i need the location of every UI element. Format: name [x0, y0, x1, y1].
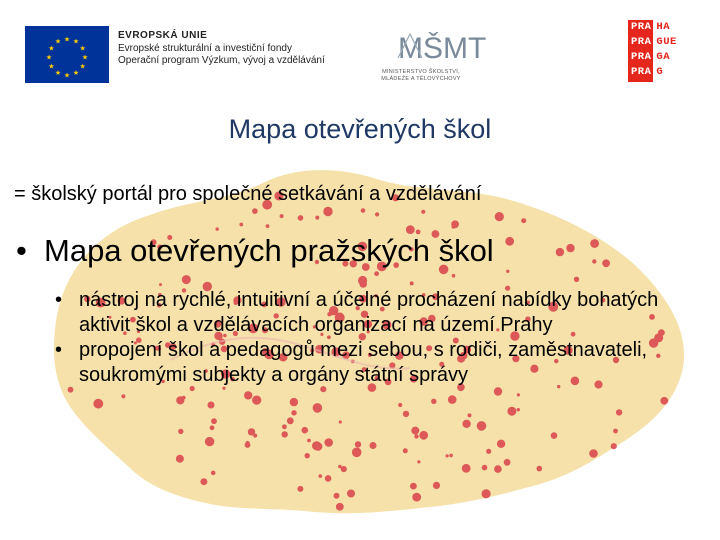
school-dot	[449, 454, 453, 458]
school-dot	[290, 398, 298, 406]
school-dot	[178, 429, 183, 434]
school-dot	[347, 490, 355, 498]
school-dot	[446, 454, 449, 457]
school-dot	[551, 432, 558, 439]
eu-star-icon: ★	[54, 38, 62, 46]
eu-logo-line3: Operační program Výzkum, vývoj a vzdělávání	[118, 55, 325, 66]
school-dot	[313, 403, 323, 413]
sub-bullet-list	[55, 288, 695, 388]
school-dot	[248, 428, 255, 435]
eu-star-icon: ★	[79, 45, 86, 53]
school-dot	[433, 482, 440, 489]
school-dot	[282, 424, 287, 429]
praha-logo-row: PRA HA	[631, 21, 671, 33]
school-dot	[660, 397, 668, 405]
eu-logo-line2: Evropské strukturální a investiční fondy	[118, 42, 292, 54]
school-dot	[252, 208, 258, 214]
school-dot	[486, 449, 491, 454]
school-dot	[482, 489, 491, 498]
school-dot	[410, 483, 417, 490]
school-dot	[298, 215, 304, 221]
eu-logo-text	[118, 30, 358, 68]
school-dot	[452, 274, 456, 278]
school-dot	[411, 427, 419, 435]
school-dot	[200, 478, 207, 485]
school-dot	[252, 396, 261, 405]
school-dot	[211, 418, 217, 424]
school-dot	[315, 216, 319, 220]
school-dot	[521, 218, 526, 223]
bullet-dot: •	[55, 289, 63, 311]
school-dot	[506, 270, 509, 273]
school-dot	[463, 468, 467, 472]
school-dot	[589, 449, 598, 458]
school-dot	[334, 493, 340, 499]
school-dot	[182, 396, 186, 400]
school-dot	[325, 475, 332, 482]
school-dot	[477, 421, 487, 431]
msmt-logo-line2: MLÁDEŽE A TĚLOVÝCHOVY	[381, 75, 461, 82]
school-dot	[297, 486, 303, 492]
school-dot	[374, 271, 379, 276]
school-dot	[208, 402, 215, 409]
msmt-logo-mark: MŠMT	[398, 32, 487, 65]
eu-star-icon: ★	[48, 45, 55, 53]
school-dot	[307, 439, 311, 443]
school-dot	[504, 459, 511, 466]
school-dot	[421, 210, 425, 214]
school-dot	[451, 220, 459, 228]
school-dot	[176, 455, 184, 463]
school-dot	[245, 442, 251, 448]
eu-star-icon: ★	[72, 69, 80, 77]
eu-star-icon: ★	[45, 54, 53, 62]
school-dot	[613, 429, 618, 434]
school-dot	[287, 417, 294, 424]
school-dot	[361, 208, 366, 213]
school-dot	[616, 409, 622, 415]
slide-title: Mapa otevřených škol	[228, 114, 492, 144]
eu-star-icon: ★	[48, 63, 55, 71]
slide-subtitle: = školský portál pro společné setkávání a vzdělávání	[14, 183, 482, 205]
school-dot	[355, 441, 361, 447]
school-dot	[417, 460, 420, 463]
school-dot	[507, 407, 516, 416]
sub-bullet	[55, 338, 695, 388]
eu-star-icon: ★	[79, 63, 86, 71]
school-dot	[182, 275, 191, 284]
school-dot	[339, 420, 342, 423]
bullet-dot: •	[16, 233, 27, 268]
school-dot	[494, 465, 502, 473]
school-dot	[495, 212, 504, 221]
sub-bullet-text: nástroj na rychlé, intuitivní a účelné procházení nabídky bohatých aktivit škol a vzdělávacích organizací na území Prahy	[79, 289, 659, 336]
school-dot	[336, 503, 344, 511]
school-dot	[266, 224, 270, 228]
school-dot	[305, 453, 310, 458]
school-dot	[358, 276, 367, 285]
school-dot	[210, 425, 215, 430]
school-dot	[414, 434, 418, 438]
eu-star-icon: ★	[63, 72, 71, 80]
school-dot	[121, 394, 125, 398]
school-dot	[159, 283, 162, 286]
bullet-dot: •	[55, 339, 63, 361]
eu-star-icon: ★	[81, 54, 89, 62]
sub-bullet	[55, 288, 695, 338]
eu-star-icon: ★	[63, 36, 71, 44]
eu-logo-line1: EVROPSKÁ UNIE	[118, 30, 208, 41]
school-dot	[517, 408, 520, 411]
sub-bullet-text: propojení škol a pedagogů mezi sebou, s rodiči, zaměstnavateli, soukromými subjekty a orgány státní správy	[79, 339, 648, 386]
school-dot	[312, 441, 321, 450]
school-dot	[282, 431, 288, 437]
praha-logo-row: PRA G	[631, 66, 664, 78]
school-dot	[375, 212, 379, 216]
praha-logo-row: PRA GA	[631, 51, 671, 63]
school-dot	[205, 437, 214, 446]
school-dot	[537, 466, 543, 472]
school-dot	[410, 281, 414, 285]
school-dot	[302, 427, 309, 434]
school-dot	[239, 223, 243, 227]
school-dot	[574, 277, 579, 282]
school-dot	[419, 431, 428, 440]
eu-star-icon: ★	[72, 38, 80, 46]
school-dot	[468, 413, 472, 417]
school-dot	[291, 410, 296, 415]
school-dot	[482, 465, 488, 471]
school-dot	[280, 214, 284, 218]
eu-flag-logo	[25, 26, 109, 83]
school-dot	[324, 438, 333, 447]
school-dot	[93, 399, 103, 409]
school-dot	[244, 391, 252, 399]
school-dot	[412, 493, 421, 502]
school-dot	[398, 403, 402, 407]
school-dot	[611, 443, 617, 449]
msmt-logo-text	[366, 69, 476, 82]
school-dot	[352, 448, 362, 458]
school-dot	[216, 227, 219, 230]
school-dot	[338, 465, 342, 469]
school-dot	[370, 442, 377, 449]
school-dot	[323, 207, 332, 216]
main-bullet-text: Mapa otevřených pražských škol	[44, 233, 494, 268]
msmt-logo-line1: MINISTERSTVO ŠKOLSTVÍ,	[382, 69, 460, 75]
main-bullet	[16, 233, 706, 269]
school-dot	[211, 471, 216, 476]
school-dot	[497, 440, 505, 448]
school-dot	[517, 393, 520, 396]
school-dot	[403, 411, 409, 417]
school-dot	[431, 399, 436, 404]
school-dot	[403, 448, 408, 453]
school-dot	[319, 474, 323, 478]
school-dot	[494, 387, 502, 395]
school-dot	[462, 420, 470, 428]
school-dot	[448, 395, 457, 404]
eu-star-icon: ★	[54, 69, 62, 77]
praha-logo-row: PRA GUE	[631, 36, 677, 48]
